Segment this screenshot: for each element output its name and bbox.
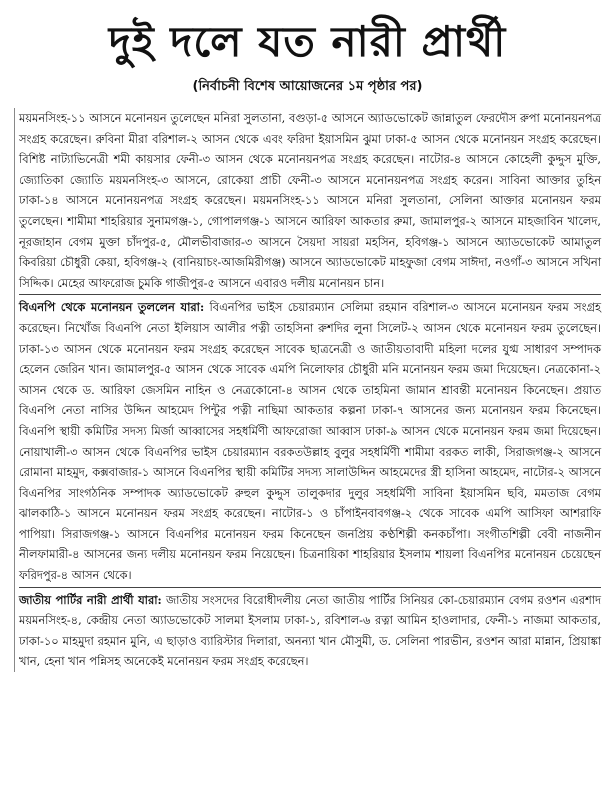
newspaper-page <box>0 16 615 793</box>
section-divider <box>19 294 601 295</box>
article-subhead: (নির্বাচনী বিশেষ আয়োজনের ১ম পৃষ্ঠার পর) <box>192 79 423 94</box>
section-divider <box>19 587 601 588</box>
paragraph-bnp-text: বিএনপির ভাইস চেয়ারম্যান সেলিমা রহমান বরিশাল-৩ আসনে মনোনয়ন ফরম সংগ্রহ করেছেন। নিখোঁজ বিএনপি নেতা ইলিয়াস আলীর পত্নী তাহসিনা রুশদির লুনা সিলেট-২ আসন থেকে মনোনয়ন ফরম তুলেছেন। ঢাকা-১৩ আসন থেকে মনোনয়ন ফরম সংগ্রহ করেছেন সাবেক ছাত্রনেত্রী ও জাতীয়তাবাদী মহিলা দলের যুগ্ম সাধারণ সম্পাদক হেলেন জেরিন খান। জামালপুর-৫ আসন থেকে সাবেক এমপি নিলোফার চৌধুরী মনি মনোনয়ন ফরম জমা দিয়েছেন। নেত্রকোনা-২ আসন থেকে ড. আরিফা জেসমিন নাহিন ও নেত্রকোনো-৪ আসন থেকে তাহমিনা জামান শ্রাবন্তী মনোনয়ন কিনেছেন। প্রয়াত বিএনপি নেতা নাসির উদ্দিন আহমেদ পিন্টুর পত্নী নাছিমা আকতার কল্পনা ঢাকা-৭ আসনের জন্য মনোনয়ন ফরম কিনেছেন। বিএনপি স্থায়ী কমিটির সদস্য মির্জা আব্বাসের সহধর্মিণী আফরোজা আব্বাস ঢাকা-৯ আসন থেকে মনোনয়ন ফরম জমা দিয়েছেন। নোয়াখালী-৩ আসন থেকে বিএনপির ভাইস চেয়ারম্যান বরকতউল্লাহ বুলুর সহধর্মিণী শামীমা বরকত লাকী, সিরাজগঞ্জ-২ আসনে রোমানা মাহমুদ, কক্সবাজার-১ আসনে বিএনপির স্থায়ী কমিটির সদস্য সালাউদ্দিন আহমেদের স্ত্রী হাসিনা আহমেদ, নাটোর-২ আসনে বিএনপির সাংগঠনিক সম্পাদক অ্যাডভোকেট রুহুল কুদ্দুস তালুকদার দুলুর সহধর্মিণী সাবিনা ইয়াসমিন ছবি, মমতাজ বেগম ঝালকাঠি-১ আসনে মনোনয়ন ফরম সংগ্রহ করেছেন। নাটোর-১ ও চাঁপাইনবাবগঞ্জ-২ থেকে সাবেক এমপি আসিফা আশরাফি পাপিয়া। সিরাজগঞ্জ-১ আসনে বিএনপির মনোনয়ন ফরম কিনেছেন জনপ্রিয় কণ্ঠশিল্পী কনকচাঁপা। সংগীতশিল্পী বেবী নাজনীন নীলফামারী-৪ আসনের জন্য দলীয় মনোনয়ন ফরম নিয়েছেন। চিত্রনায়িকা শাহরিয়ার ইসলাম শায়লা বিএনপির মনোনয়ন চেয়েছেন ফরিদপুর-৪ আসন থেকে। <box>19 300 601 583</box>
paragraph-jatiya-party <box>19 590 601 672</box>
article-headline: দুই দলে যত নারী প্রার্থী <box>108 17 507 66</box>
article-body <box>14 108 601 672</box>
section-lead-bnp: বিএনপি থেকে মনোনয়ন তুললেন যারা: <box>19 300 205 315</box>
paragraph-awami-league: ময়মনসিংহ-১১ আসনে মনোনয়ন তুলেছেন মনিরা সুলতানা, বগুড়া-৫ আসনে অ্যাডভোকেট জান্নাতুল ফেরদৌস রুপা মনোনয়নপত্র সংগ্রহ করেছেন। রুবিনা মীরা বরিশাল-২ আসন থেকে এবং ফরিদা ইয়াসমিন ঝুমা ঢাকা-৫ আসন থেকে মনোনয়ন সংগ্রহ করেছেন। বিশিষ্ট নাট্যাভিনেত্রী শমী কায়সার ফেনী-৩ আসন থেকে মনোনয়নপত্র সংগ্রহ করেছেন। নাটোর-৪ আসনে কোহেলী কুদ্দুস মুক্তি, জ্যোতিকা জ্যোতি ময়মনসিংহ-৩ আসনে, রোকেয়া প্রাচী ফেনী-৩ আসনে মনোনয়নপত্র সংগ্রহ করেন। সাবিনা আক্তার তুহিন ঢাকা-১৪ আসনে মনোনয়নপত্র সংগ্রহ করেছেন। ময়মনসিংহ-১১ আসনে মনিরা সুলতানা, সেলিনা আক্তার মনোনয়ন ফরম তুলেছেন। শামীমা শাহরিয়ার সুনামগঞ্জ-১, গোপালগঞ্জ-১ আসনে আরিফা আকতার রুমা, জামালপুর-২ আসনে মাহজাবিন খালেদ, নূরজাহান বেগম মুক্তা চাঁদপুর-৫, মৌলভীবাজার-৩ আসনে সৈয়দা সায়রা মহসিন, হবিগঞ্জ-১ আসনে অ্যাডভোকেট আমাতুল কিবরিয়া চৌধুরী কেয়া, হবিগঞ্জ-২ (বানিয়াচং-আজমিরীগঞ্জ) আসনে অ্যাডভোকেট মাহফুজা বেগম সাঈদা, নওগাঁ-৩ আসনে সখিনা সিদ্দিক। মেহের আফরোজ চুমকি গাজীপুর-৫ আসনে এবারও দলীয় মনোনয়ন চান। <box>19 111 601 290</box>
paragraph-jatiya-party-text: জাতীয় সংসদের বিরোধীদলীয় নেতা জাতীয় পার্টির সিনিয়র কো-চেয়ারম্যান বেগম রওশন এরশাদ ময়মনসিংহ-৪, কেন্দ্রীয় নেতা অ্যাডভোকেট সালমা ইসলাম ঢাকা-১, রবিশাল-৬ রত্না আমিন হাওলাদার, ফেনী-১ নাজমা আকতার, ঢাকা-১০ মাহমুদা রহমান মুনি, এ ছাড়াও ব্যারিস্টার দিলারা, অনন্যা খান মৌসুমী, ড. সেলিনা পারভীন, রওশন আরা মান্নান, প্রিয়াঙ্কা খান, হেনা খান পন্নিসহ অনেকেই মনোনয়ন ফরম সংগ্রহ করেছেন। <box>19 592 601 669</box>
section-lead-jatiya-party: জাতীয় পার্টির নারী প্রার্থী যারা: <box>19 592 162 607</box>
paragraph-bnp <box>19 297 601 585</box>
